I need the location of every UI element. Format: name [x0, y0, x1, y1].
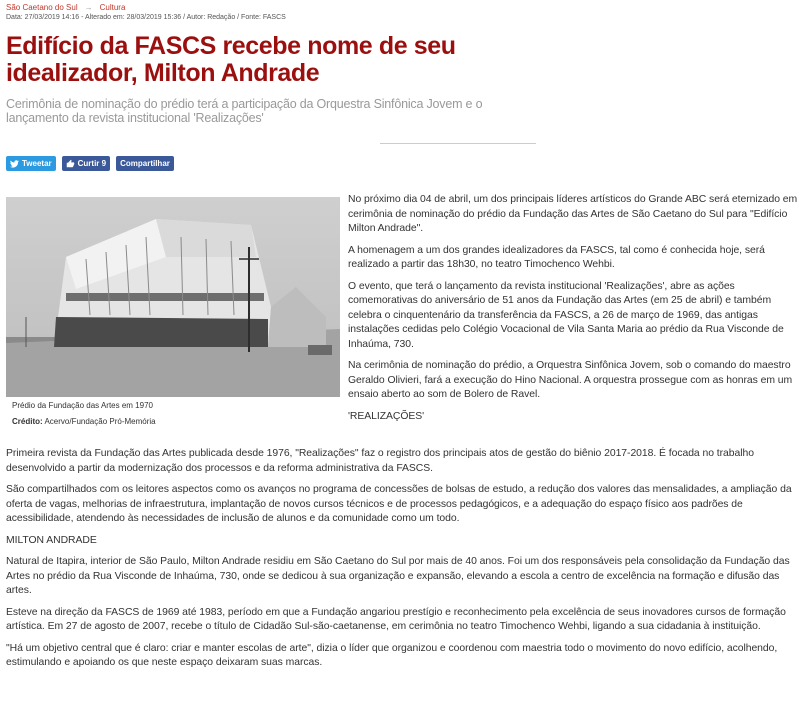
article-subtitle: Cerimônia de nominação do prédio terá a participação da Orquestra Sinfônica Jovem e o lançamento da revista institucional 'Realizações' — [6, 97, 483, 125]
article-body-full — [6, 447, 798, 678]
article-body-right — [348, 193, 800, 431]
tweet-label: Tweetar — [22, 159, 52, 168]
share-button[interactable] — [116, 156, 174, 171]
divider — [380, 143, 536, 144]
paragraph: Natural de Itapira, interior de São Paulo, Milton Andrade residiu em São Caetano do Sul por mais de 40 anos. Foi um dos responsáveis pela consolidação da Fundação das Artes no prédio da Rua Visconde de Inhaúma, 730, onde se dedicou à sua organização e expansão, elevando a escola a centro de excelência na formação e difusão das artes. — [6, 556, 790, 596]
breadcrumb-section-link[interactable]: Cultura — [99, 3, 126, 12]
paragraph: Esteve na direção da FASCS de 1969 até 1983, período em que a Fundação angariou prestígio e reconhecimento pela excelência de seus inovadores cursos de formação artística. Em 27 de agosto de 2007, recebe o título de Cidadão Sul-são-caetanense, em cerimônia no teatro Timochenco Wehbi, ligando a sua cidadania à instituição. — [6, 606, 786, 632]
article-photo — [6, 197, 340, 397]
breadcrumb-city-link[interactable]: São Caetano do Sul — [6, 3, 78, 12]
twitter-bird-icon — [10, 160, 19, 168]
paragraph: Na cerimônia de nominação do prédio, a Orquestra Sinfônica Jovem, sob o comando do maestro Geraldo Olivieri, fará a execução do Hino Nacional. A orquestra prossegue com as honras em um ensaio aberto ao som de Bolero de Ravel. — [348, 360, 793, 400]
paragraph: São compartilhados com os leitores aspectos como os avanços no programa de concessões de bolsas de estudo, a redução dos valores das mensalidades, a ampliação da oferta de vagas, melhorias de infraestrutura, implantação de novos cursos técnicos e de processos pedagógicos, e a adequação do espaço físico aos padrões de acessibilidade, atendendo às necessidades de inclusão de alunos e da comunidade como um todo. — [6, 484, 792, 524]
credit-value: Acervo/Fundação Pró-Memória — [44, 417, 156, 426]
credit-label: Crédito: — [12, 417, 43, 426]
page-title: Edifício da FASCS recebe nome de seu idealizador, Milton Andrade — [6, 32, 456, 87]
paragraph: O evento, que terá o lançamento da revista institucional 'Realizações', abre as ações comemorativas do aniversário de 51 anos da Fundação das Artes (em 25 de abril) e também celebra o cinquentenário da transferência da FASCS, a 26 de março de 1969, das antigas instalações cedidas pelo Colégio Vocacional de Vila Santa Maria ao prédio da Rua Visconde de Inhaúma, 730. — [348, 280, 784, 350]
paragraph: Primeira revista da Fundação das Artes publicada desde 1976, "Realizações" faz o registro dos principais atos de gestão do biênio 2017-2018. É focada no trabalho desenvolvido a partir da modernização dos processos e da reforma administrativa da FASCS. — [6, 448, 754, 474]
tweet-button[interactable] — [6, 156, 56, 171]
thumbs-up-icon — [66, 159, 75, 168]
article-meta: Data: 27/03/2019 14:16 - Alterado em: 28/03/2019 15:36 / Autor: Redação / Fonte: FASCS — [6, 14, 286, 21]
like-button[interactable] — [62, 156, 110, 171]
paragraph: A homenagem a um dos grandes idealizadores da FASCS, tal como é conhecida hoje, será realizado a partir das 18h30, no teatro Timochenco Wehbi. — [348, 244, 765, 270]
like-label: Curtir 9 — [77, 159, 107, 168]
paragraph: No próximo dia 04 de abril, um dos principais líderes artísticos do Grande ABC será eternizado em cerimônia de nominação do prédio da Fundação das Artes de São Caetano do Sul para "Edifício Milton Andrade". — [348, 194, 798, 234]
social-bar — [6, 156, 174, 171]
building-photo-image — [6, 197, 340, 397]
photo-credit — [12, 417, 156, 426]
section-heading-realizacoes: 'REALIZAÇÕES' — [348, 410, 425, 422]
breadcrumb — [6, 3, 125, 12]
paragraph: "Há um objetivo central que é claro: criar e manter escolas de arte", dizia o líder que organizou e coordenou com maestria todo o movimento do novo edifício, acolhendo, estimulando e apoiando os que neste espaço deixaram suas marcas. — [6, 642, 778, 668]
breadcrumb-arrow-icon: → — [84, 3, 93, 12]
share-label: Compartilhar — [120, 159, 170, 168]
photo-caption: Prédio da Fundação das Artes em 1970 — [12, 401, 153, 410]
section-heading-milton-andrade: MILTON ANDRADE — [6, 534, 97, 546]
